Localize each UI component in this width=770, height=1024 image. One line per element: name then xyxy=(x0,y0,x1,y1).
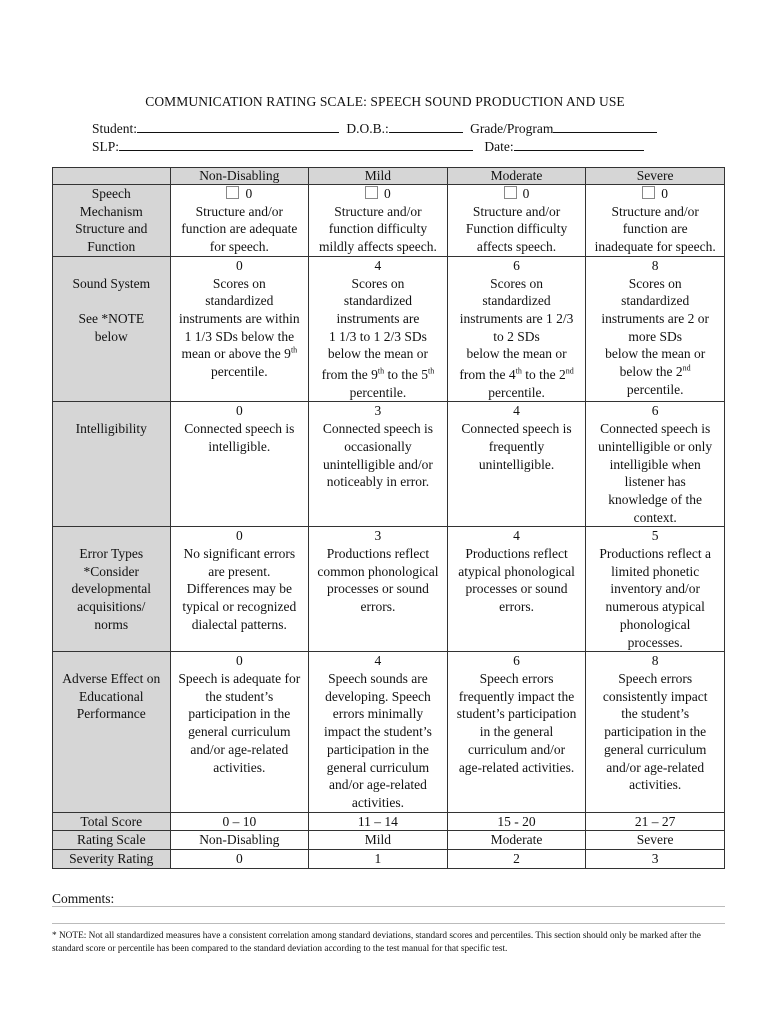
col-header-mild: Mild xyxy=(309,168,448,185)
row-label-rating-scale: Rating Scale xyxy=(53,831,171,850)
severity-rating-non-disabling: 0 xyxy=(170,850,309,869)
form-title: COMMUNICATION RATING SCALE: SPEECH SOUND PRODUCTION AND USE xyxy=(145,94,625,109)
adverse-cell-moderate: 6 Speech errors frequently impact the student’s participation in the general curriculum and/or age-related activities. xyxy=(447,652,586,812)
errors-cell-severe: 5 Productions reflect a limited phonetic inventory and/or numerous atypical phonological processes. xyxy=(586,527,725,652)
mechanism-checkbox-mild[interactable] xyxy=(365,186,378,199)
intel-cell-severe: 6 Connected speech is unintelligible or only intelligible when listener has knowledge of the context. xyxy=(586,402,725,527)
student-field[interactable] xyxy=(137,120,339,133)
date-label: Date: xyxy=(484,139,514,154)
sound-cell-mild: 4 Scores on standardized instruments are 1 1/3 to 1 2/3 SDs below the mean or from the 9th to the 5th percentile. xyxy=(309,256,448,402)
sound-cell-moderate: 6 Scores on standardized instruments are 1 2/3 to 2 SDs below the mean or from the 4th to the 2nd percentile. xyxy=(447,256,586,402)
divider xyxy=(52,923,725,924)
total-score-moderate: 15 - 20 xyxy=(447,812,586,831)
intel-cell-mild: 3 Connected speech is occasionally unintelligible and/or noticeably in error. xyxy=(309,402,448,527)
col-header-non-disabling: Non-Disabling xyxy=(170,168,309,185)
header-line-2 xyxy=(92,138,644,155)
footnote: * NOTE: Not all standardized measures have a consistent correlation among standard deviations, standard scores and percentiles. This section should only be marked after the standard score or percentile has been compared to the standard deviation according to the test manual for that specific test. xyxy=(52,931,701,954)
row-speech-mechanism xyxy=(53,185,725,257)
rating-scale-non-disabling: Non-Disabling xyxy=(170,831,309,850)
mechanism-cell-non-disabling: 0 Structure and/or function are adequate for speech. xyxy=(170,185,309,257)
row-intelligibility xyxy=(53,402,725,527)
severity-rating-mild: 1 xyxy=(309,850,448,869)
row-rating-scale xyxy=(53,831,725,850)
mechanism-cell-moderate: 0 Structure and/or Function difficulty affects speech. xyxy=(447,185,586,257)
slp-field[interactable] xyxy=(119,138,473,151)
severity-rating-moderate: 2 xyxy=(447,850,586,869)
row-label-speech-mechanism: Speech Mechanism Structure and Function xyxy=(53,185,171,257)
row-label-intelligibility: Intelligibility xyxy=(53,402,171,527)
row-severity-rating xyxy=(53,850,725,869)
row-label-error-types: Error Types *Consider developmental acquisitions/ norms xyxy=(53,527,171,652)
total-score-non-disabling: 0 – 10 xyxy=(170,812,309,831)
sound-cell-severe: 8 Scores on standardized instruments are 2 or more SDs below the mean or below the 2nd percentile. xyxy=(586,256,725,402)
row-error-types xyxy=(53,527,725,652)
header-line-1 xyxy=(92,120,657,137)
date-field[interactable] xyxy=(514,138,644,151)
dob-field[interactable] xyxy=(389,120,463,133)
sound-cell-non-disabling: 0 Scores on standardized instruments are within 1 1/3 SDs below the mean or above the 9th percentile. xyxy=(170,256,309,402)
row-label-total-score: Total Score xyxy=(53,812,171,831)
slp-label: SLP: xyxy=(92,139,120,154)
intel-cell-moderate: 4 Connected speech is frequently unintelligible. xyxy=(447,402,586,527)
total-score-severe: 21 – 27 xyxy=(586,812,725,831)
rating-scale-mild: Mild xyxy=(309,831,448,850)
rating-scale-moderate: Moderate xyxy=(447,831,586,850)
total-score-mild: 11 – 14 xyxy=(309,812,448,831)
row-label-adverse-effect: Adverse Effect on Educational Performance xyxy=(53,652,171,812)
grade-field[interactable] xyxy=(553,120,657,133)
mechanism-checkbox-moderate[interactable] xyxy=(504,186,517,199)
errors-cell-mild: 3 Productions reflect common phonological processes or sound errors. xyxy=(309,527,448,652)
col-header-severe: Severe xyxy=(586,168,725,185)
comments-label: Comments: xyxy=(52,891,115,906)
student-label: Student: xyxy=(92,121,138,136)
rating-scale-severe: Severe xyxy=(586,831,725,850)
mechanism-checkbox-severe[interactable] xyxy=(642,186,655,199)
row-adverse-effect xyxy=(53,652,725,812)
row-label-sound-system: Sound System See *NOTE below xyxy=(53,256,171,402)
adverse-cell-non-disabling: 0 Speech is adequate for the student’s participation in the general curriculum and/or age-related activities. xyxy=(170,652,309,812)
adverse-cell-severe: 8 Speech errors consistently impact the student’s participation in the general curriculum and/or age-related activities. xyxy=(586,652,725,812)
intel-cell-non-disabling: 0 Connected speech is intelligible. xyxy=(170,402,309,527)
dob-label: D.O.B.: xyxy=(346,121,389,136)
comments-line[interactable] xyxy=(52,906,725,907)
grade-label: Grade/Program xyxy=(470,121,554,136)
mechanism-cell-mild: 0 Structure and/or function difficulty mildly affects speech. xyxy=(309,185,448,257)
mechanism-cell-severe: 0 Structure and/or function are inadequate for speech. xyxy=(586,185,725,257)
col-header-moderate: Moderate xyxy=(447,168,586,185)
errors-cell-non-disabling: 0 No significant errors are present. Differences may be typical or recognized dialectal patterns. xyxy=(170,527,309,652)
adverse-cell-mild: 4 Speech sounds are developing. Speech errors minimally impact the student’s participation in the general curriculum and/or age-related activities. xyxy=(309,652,448,812)
errors-cell-moderate: 4 Productions reflect atypical phonological processes or sound errors. xyxy=(447,527,586,652)
row-total-score xyxy=(53,812,725,831)
corner-cell xyxy=(53,168,171,185)
mechanism-checkbox-non-disabling[interactable] xyxy=(226,186,239,199)
rating-table xyxy=(52,167,725,869)
row-label-severity-rating: Severity Rating xyxy=(53,850,171,869)
severity-rating-severe: 3 xyxy=(586,850,725,869)
row-sound-system xyxy=(53,256,725,402)
column-header-row xyxy=(53,168,725,185)
